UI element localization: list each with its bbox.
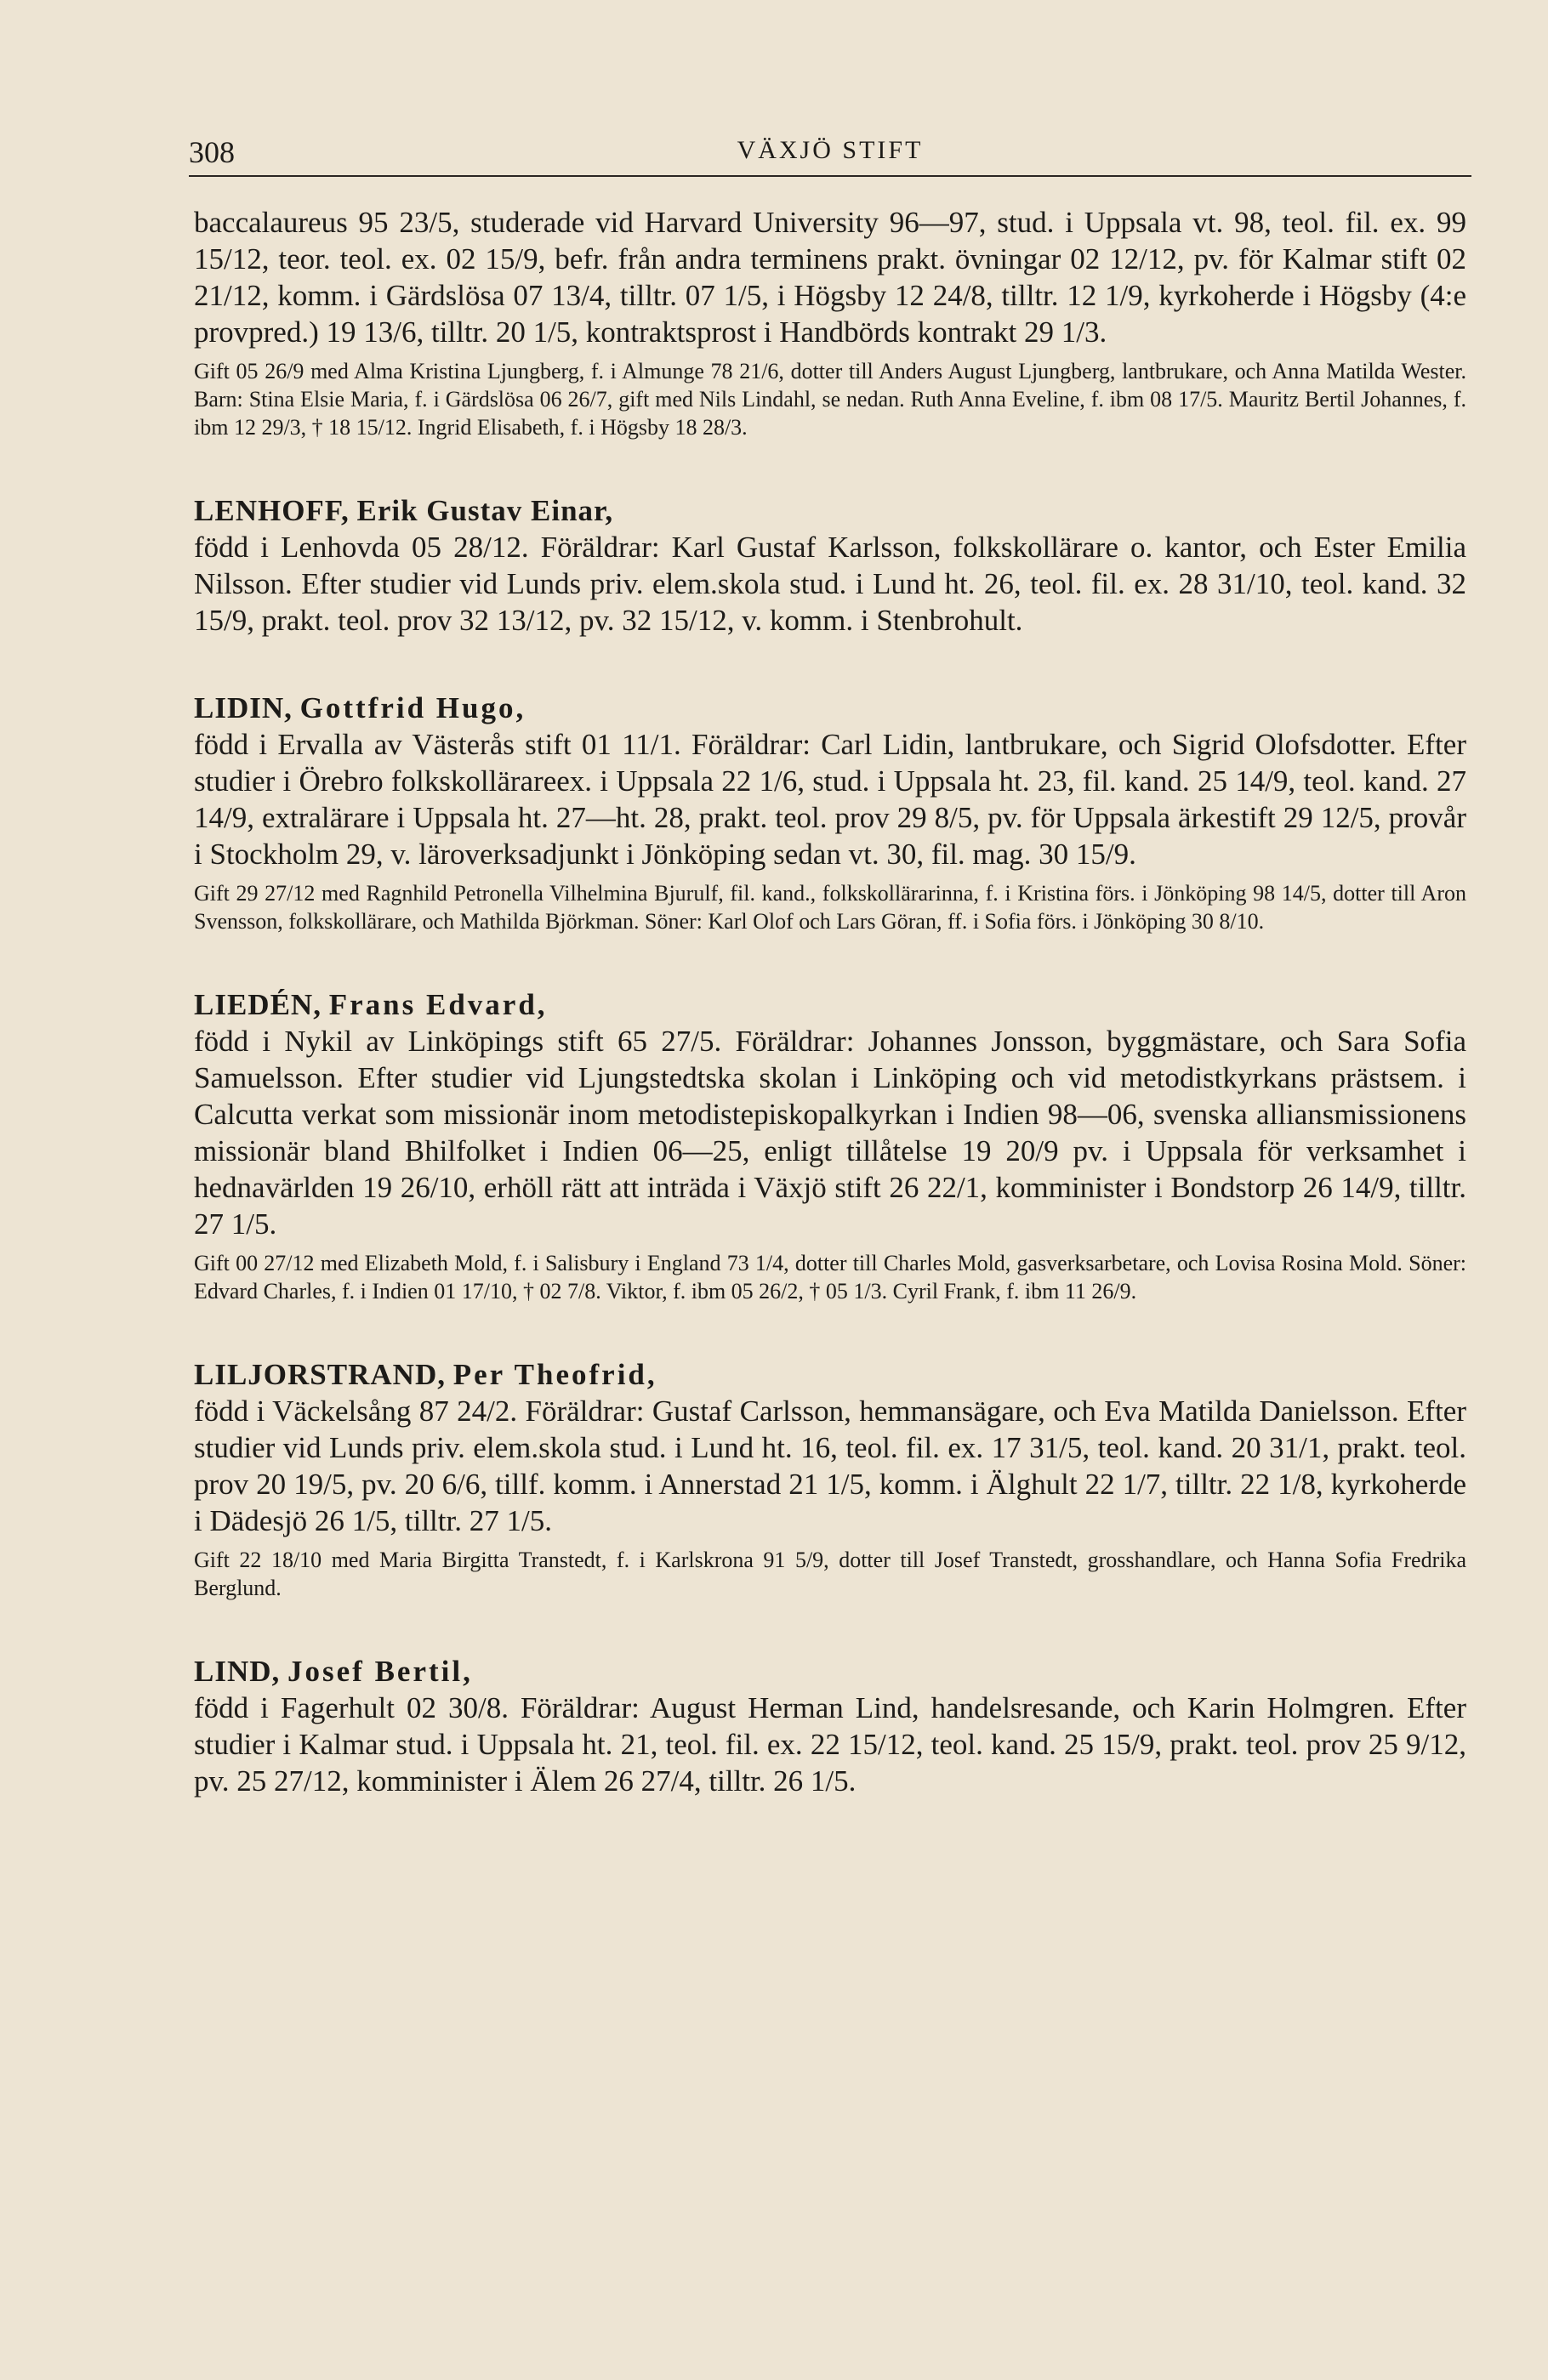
entry-surname: LILJORSTRAND,	[194, 1358, 446, 1391]
entry-liljorstrand	[194, 1356, 1466, 1602]
entry-text: baccalaureus 95 23/5, studerade vid Harvard University 96—97, stud. i Uppsala vt. 98, teol. fil. ex. 99 15/12, teor. teol. ex. 02 15/9, befr. från andra terminens prakt. övningar 02 12/12, pv. för Kalmar stift 02 21/12, komm. i Gärdslösa 07 13/4, tilltr. 07 1/5, i Högsby 12 24/8, tilltr. 12 1/9, kyrkoherde i Högsby (4:e provpred.) 19 13/6, tilltr. 20 1/5, kontraktsprost i Handbörds kontrakt 29 1/3.	[194, 206, 1466, 349]
entry-given-names: Erik Gustav Einar,	[356, 494, 614, 527]
entry-surname: LIDIN,	[194, 691, 293, 724]
entry-text: född i Fagerhult 02 30/8. Föräldrar: August Herman Lind, handelsresande, och Karin Holmgren. Efter studier i Kalmar stud. i Uppsala ht. 21, teol. fil. ex. 22 15/12, teol. kand. 25 15/9, prakt. teol. prov 25 9/12, pv. 25 27/12, komminister i Älem 26 27/4, tilltr. 26 1/5.	[194, 1691, 1466, 1798]
running-header	[189, 134, 1471, 177]
entry-lind	[194, 1653, 1466, 1799]
entry-text: född i Lenhovda 05 28/12. Föräldrar: Karl Gustaf Karlsson, folkskollärare o. kantor, och Ester Emilia Nilsson. Efter studier vid Lunds priv. elem.skola stud. i Lund ht. 26, teol. fil. ex. 28 31/10, teol. kand. 32 15/9, prakt. teol. prov 32 13/12, pv. 32 15/12, v. komm. i Stenbrohult.	[194, 531, 1466, 637]
family-note: Gift 29 27/12 med Ragnhild Petronella Vilhelmina Bjurulf, fil. kand., folkskollärarinna, f. i Kristina förs. i Jönköping 98 14/5, dotter till Aron Svensson, folkskollärare, och Mathilda Björkman. Söner: Karl Olof och Lars Göran, ff. i Sofia förs. i Jönköping 30 8/10.	[194, 881, 1466, 934]
entry-surname: LIEDÉN,	[194, 988, 322, 1021]
page-number: 308	[189, 135, 235, 169]
entry-surname: LIND,	[194, 1655, 281, 1688]
page-body	[194, 204, 1466, 1799]
entry-given-names: Frans Edvard,	[328, 988, 548, 1021]
entry-lidin	[194, 690, 1466, 935]
entry-lenhoff	[194, 492, 1466, 639]
family-note: Gift 05 26/9 med Alma Kristina Ljungberg, f. i Almunge 78 21/6, dotter till Anders August Ljungberg, lantbrukare, och Anna Matilda Wester. Barn: Stina Elsie Maria, f. i Gärdslösa 06 26/7, gift med Nils Lindahl, se nedan. Ruth Anna Eveline, f. ibm 08 17/5. Mauritz Bertil Johannes, f. ibm 12 29/3, † 18 15/12. Ingrid Elisabeth, f. i Högsby 18 28/3.	[194, 359, 1466, 440]
entry-given-names: Josef Bertil,	[287, 1655, 473, 1688]
entry-lieden	[194, 986, 1466, 1305]
entry-given-names: Per Theofrid,	[452, 1358, 657, 1391]
family-note: Gift 22 18/10 med Maria Birgitta Transtedt, f. i Karlskrona 91 5/9, dotter till Josef Transtedt, grosshandlare, och Hanna Sofia Fredrika Berglund.	[194, 1548, 1466, 1600]
entry-surname: LENHOFF,	[194, 494, 350, 527]
continued-entry	[194, 204, 1466, 441]
entry-given-names: Gottfrid Hugo,	[299, 691, 526, 724]
entry-text: född i Väckelsång 87 24/2. Föräldrar: Gustaf Carlsson, hemmansägare, och Eva Matilda Danielsson. Efter studier vid Lunds priv. elem.skola stud. i Lund ht. 16, teol. fil. ex. 17 31/5, teol. kand. 20 31/1, prakt. teol. prov 20 19/5, pv. 20 6/6, tillf. komm. i Annerstad 21 1/5, komm. i Älghult 22 1/7, tilltr. 22 1/8, kyrkoherde i Dädesjö 26 1/5, tilltr. 27 1/5.	[194, 1394, 1466, 1537]
entry-text: född i Ervalla av Västerås stift 01 11/1. Föräldrar: Carl Lidin, lantbrukare, och Sigrid Olofsdotter. Efter studier i Örebro folkskollärareex. i Uppsala 22 1/6, stud. i Uppsala ht. 23, fil. kand. 25 14/9, teol. kand. 27 14/9, extralärare i Uppsala ht. 27—ht. 28, prakt. teol. prov 29 8/5, pv. för Uppsala ärkestift 29 12/5, provår i Stockholm 29, v. läroverksadjunkt i Jönköping sedan vt. 30, fil. mag. 30 15/9.	[194, 728, 1466, 871]
family-note: Gift 00 27/12 med Elizabeth Mold, f. i Salisbury i England 73 1/4, dotter till Charles Mold, gasverksarbetare, och Lovisa Rosina Mold. Söner: Edvard Charles, f. i Indien 01 17/10, † 02 7/8. Viktor, f. ibm 05 26/2, † 05 1/3. Cyril Frank, f. ibm 11 26/9.	[194, 1251, 1466, 1304]
entry-text: född i Nykil av Linköpings stift 65 27/5. Föräldrar: Johannes Jonsson, byggmästare, och Sara Sofia Samuelsson. Efter studier vid Ljungstedtska skolan i Linköping och vid metodistkyrkans prästsem. i Calcutta verkat som missionär inom metodistepiskopalkyrkan i Indien 98—06, svenska alliansmissionens missionär bland Bhilfolket i Indien 06—25, enligt tillåtelse 19 20/9 pv. i Uppsala för verksamhet i hednavärlden 19 26/10, erhöll rätt att inträda i Växjö stift 26 22/1, komminister i Bondstorp 26 14/9, tilltr. 27 1/5.	[194, 1025, 1466, 1241]
running-title: VÄXJÖ STIFT	[737, 136, 924, 164]
header-rule	[189, 175, 1471, 177]
